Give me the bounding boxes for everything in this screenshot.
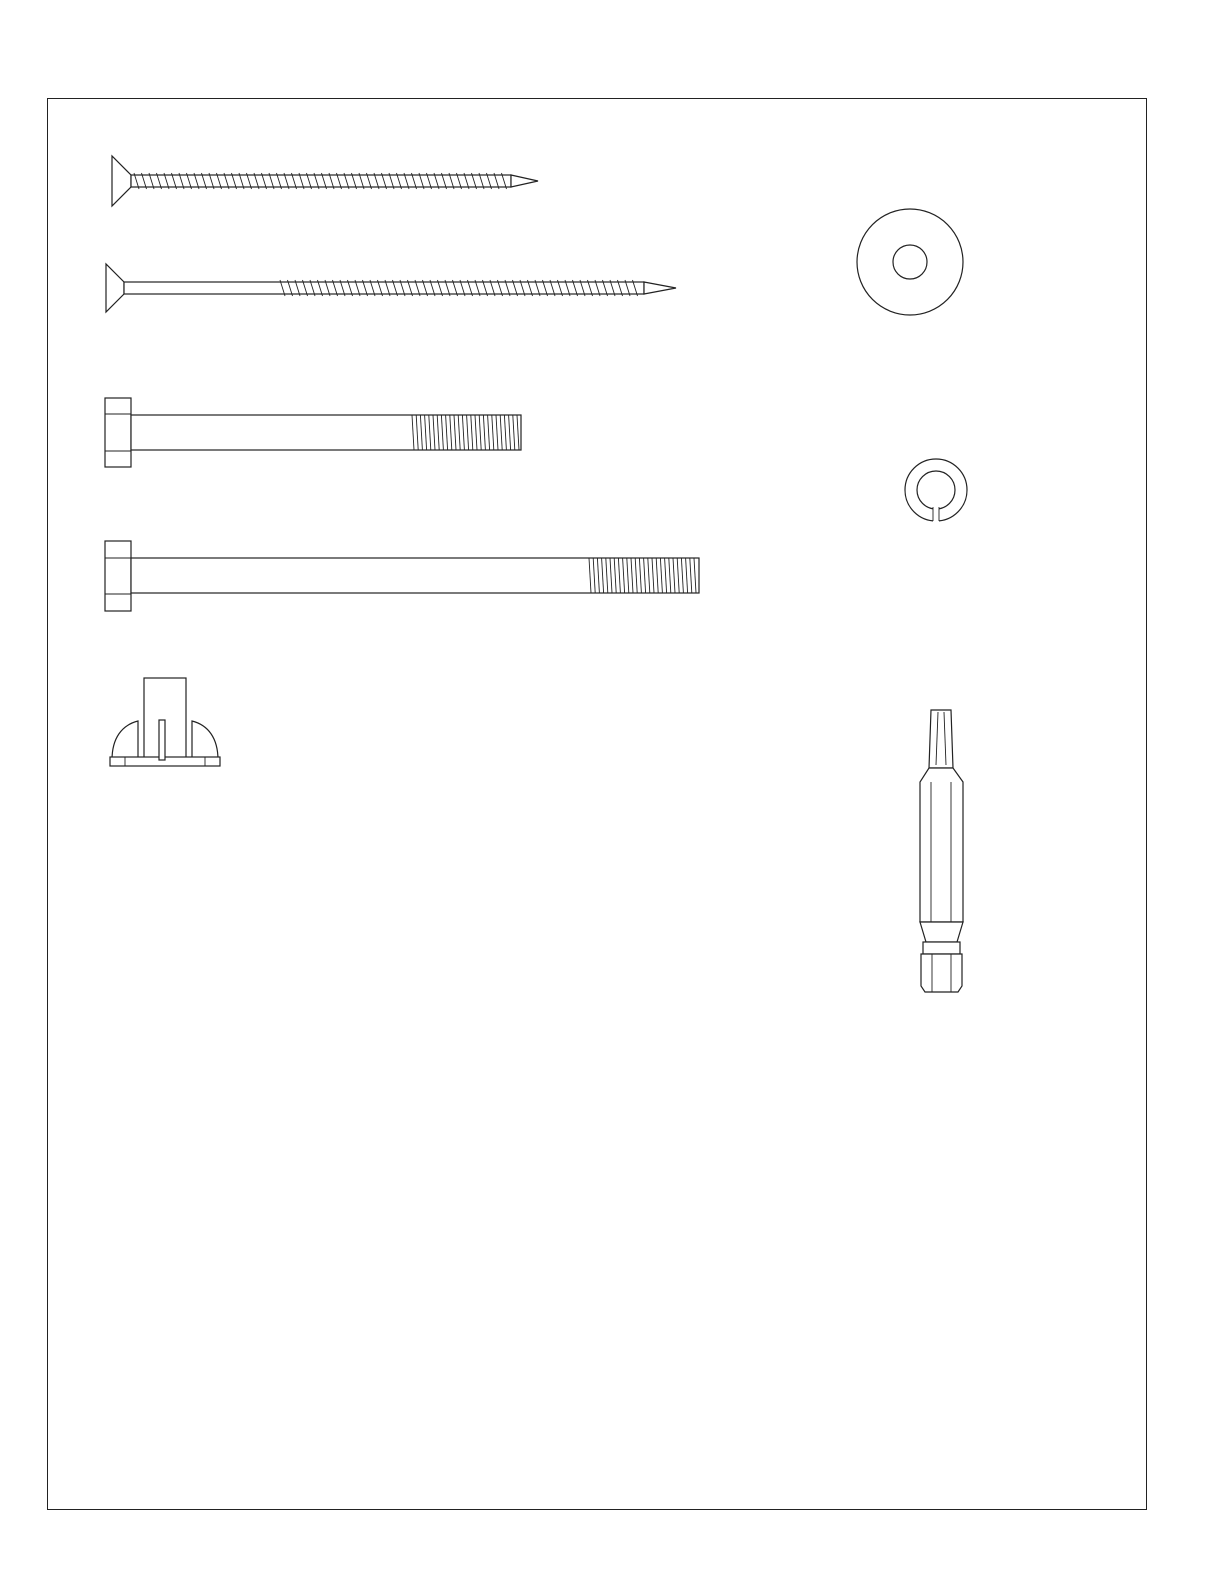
partially-threaded-screw-icon xyxy=(106,264,676,312)
driver-bit-icon xyxy=(920,710,963,992)
tee-nut-icon xyxy=(110,678,220,766)
hex-bolt-icon xyxy=(105,541,699,611)
flat-washer-icon xyxy=(857,209,963,315)
hex-bolt-icon xyxy=(105,398,521,467)
countersunk-wood-screw-icon xyxy=(112,156,538,206)
split-lock-washer-icon xyxy=(905,459,967,523)
